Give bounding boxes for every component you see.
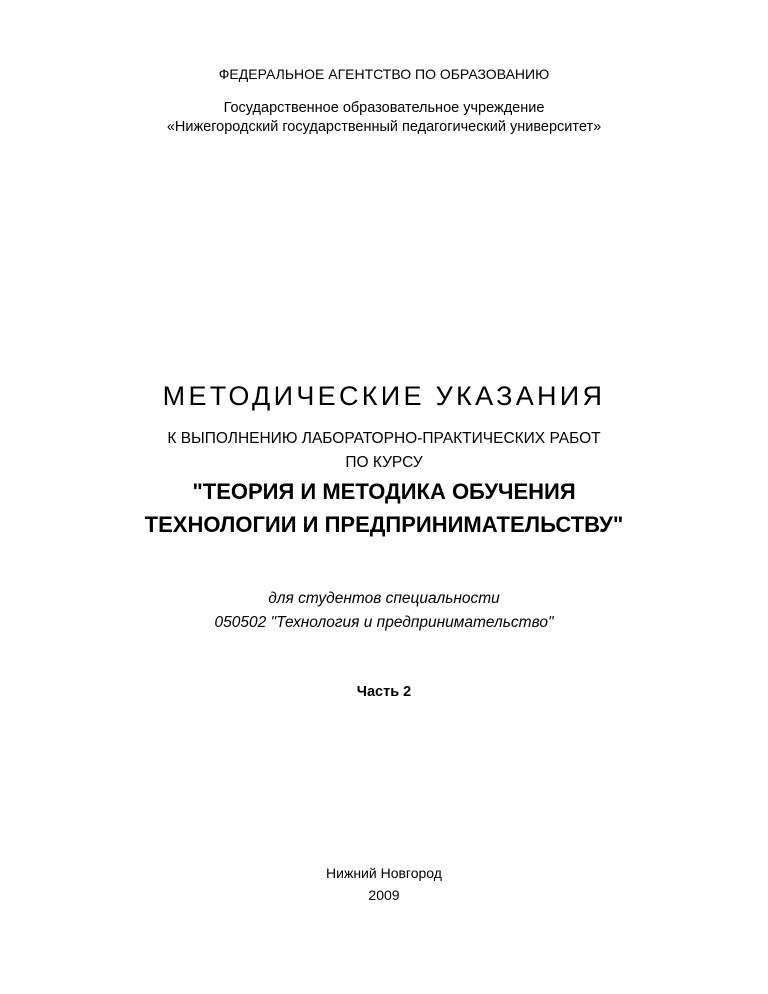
audience-line1: для студентов специальности <box>268 590 500 607</box>
audience-line2: 050502 "Технология и предпринимательство" <box>214 614 554 631</box>
institution-name: «Нижегородский государственный педагогический университет» <box>166 119 602 135</box>
institution-type: Государственное образовательное учреждение <box>223 100 545 116</box>
agency-name: ФЕДЕРАЛЬНОЕ АГЕНТСТВО ПО ОБРАЗОВАНИЮ <box>218 66 550 82</box>
publication-year: 2009 <box>368 887 400 903</box>
document-subtitle-line1: К ВЫПОЛНЕНИЮ ЛАБОРАТОРНО-ПРАКТИЧЕСКИХ РАБОТ <box>167 430 601 447</box>
course-name-line2: ТЕХНОЛОГИИ И ПРЕДПРИНИМАТЕЛЬСТВУ" <box>144 512 624 537</box>
document-title: МЕТОДИЧЕСКИЕ УКАЗАНИЯ <box>162 381 606 411</box>
publication-city: Нижний Новгород <box>326 865 442 881</box>
course-name-line1: "ТЕОРИЯ И МЕТОДИКА ОБУЧЕНИЯ <box>192 479 576 504</box>
part-number: Часть 2 <box>356 684 412 700</box>
document-subtitle-line2: ПО КУРСУ <box>345 454 423 471</box>
